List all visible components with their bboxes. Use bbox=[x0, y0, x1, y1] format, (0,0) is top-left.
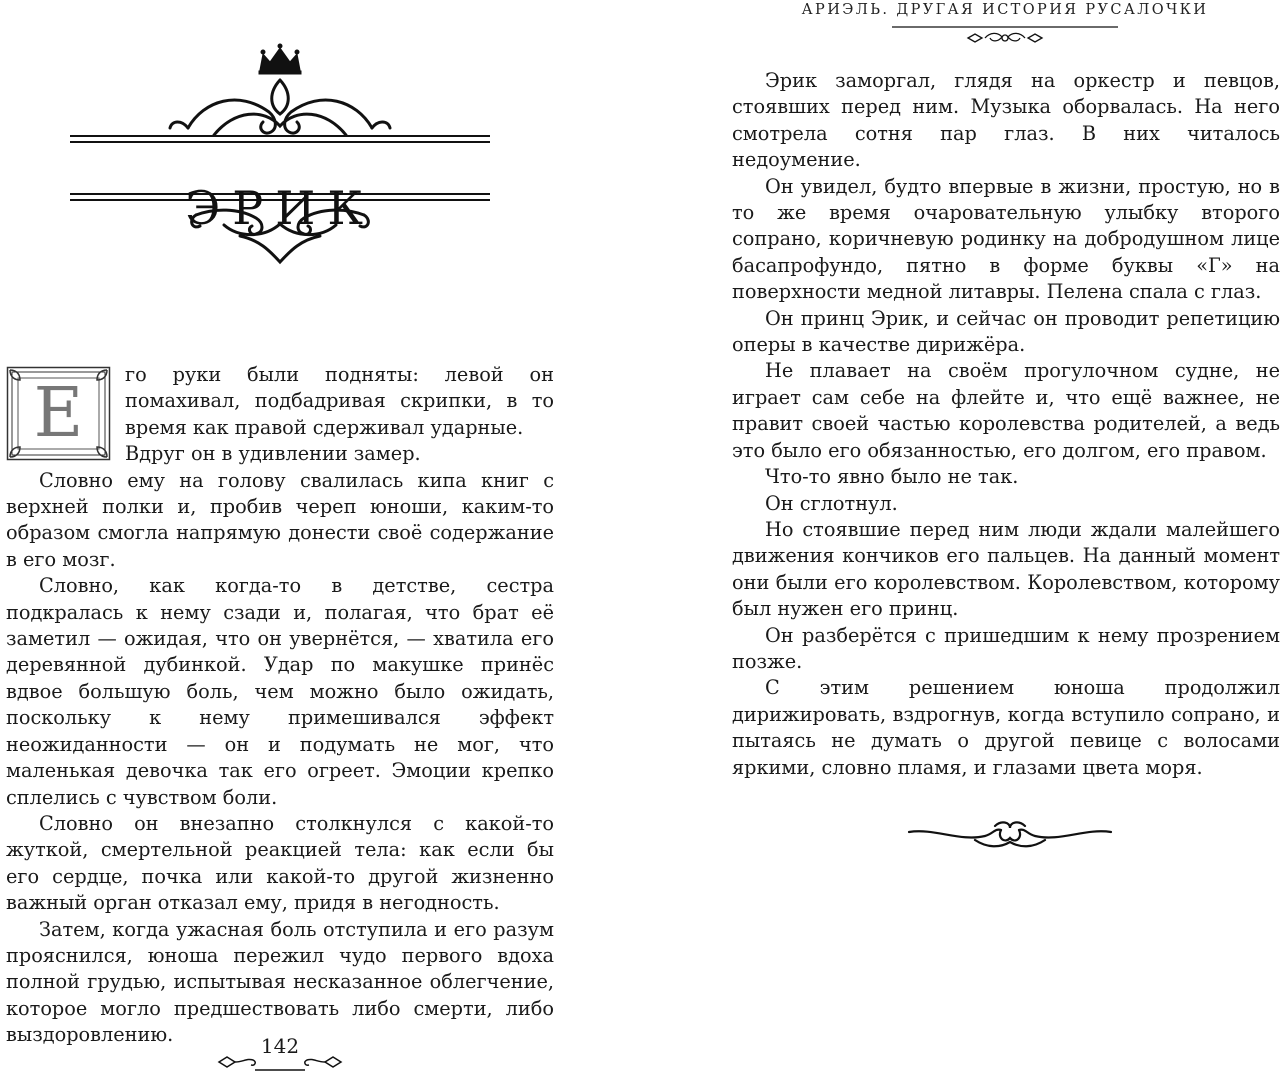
page-number: 142 bbox=[260, 1034, 300, 1058]
chapter-heading bbox=[64, 40, 496, 270]
chapter-title: ЭРИК bbox=[185, 181, 375, 235]
right-body-text bbox=[732, 68, 1280, 781]
paragraph: Но стоявшие перед ним люди ждали малейшего движения кончиков его пальцев. На данный момент они были его королевством. Королевством, которому был нужен его принц. bbox=[732, 517, 1280, 621]
paragraph: Что-то явно было не так. bbox=[765, 465, 1019, 489]
paragraph: Словно, как когда-то в детстве, сестра подкралась к нему сзади и, полагая, что брат её заметил — ожидая, что он увернётся, — хватила его деревянной дубинкой. Удар по макушке принёс вдвое большую боль, чем можно было ожидать, поскольку к нему примешивался эффект неожиданности — он и подумать не мог, что маленькая девочка так его огреет. Эмоции крепко сплелись с чувством боли. bbox=[6, 574, 554, 809]
paragraph: Вдруг он в удивлении замер. bbox=[125, 442, 421, 466]
drop-cap-letter: Е bbox=[33, 374, 84, 453]
paragraph: Он разберётся с пришедшим к нему прозрением позже. bbox=[732, 623, 1280, 673]
paragraph: Не плавает на своём прогулочном судне, не играет сам себе на флейте и, что ещё важнее, не правит своей частью королевства родителей, а ведь это было его обязанностью, его долгом, его правом. bbox=[732, 359, 1280, 462]
running-head-ornament-icon bbox=[890, 24, 1120, 48]
paragraph: Он увидел, будто впервые в жизни, простую, но в то же время очаровательную улыбку второго сопрано, коричневую родинку на добродушном лице басапрофундо, пятно в форме буквы «Г» на поверхности медной литавры. Пелена спала с глаз. bbox=[732, 174, 1280, 304]
paragraph: Словно он внезапно столкнулся с какой-то жуткой, смертельной реакцией тела: как если бы его сердце, почка или какой-то другой жизненно важный орган отказал ему, придя в негодность. bbox=[6, 811, 554, 915]
paragraph: С этим решением юноша продолжил дирижировать, вздрогнув, когда вступило сопрано, и пытаясь не думать о другой певице с волосами яркими, словно пламя, и глазами цвета моря. bbox=[732, 676, 1280, 779]
section-end-ornament-icon bbox=[905, 818, 1115, 854]
paragraph: го руки были подняты: левой он помахивал, подбадривая скрипки, в то время как правой сдерживал ударные. bbox=[125, 363, 554, 439]
paragraph: Эрик заморгал, глядя на оркестр и певцов, стоявших перед ним. Музыка оборвалась. На него смотрела сотня пар глаз. В них читалось недоумение. bbox=[732, 69, 1280, 172]
paragraph: Он сглотнул. bbox=[765, 491, 898, 515]
paragraph: Он принц Эрик, и сейчас он проводит репетицию оперы в качестве дирижёра. bbox=[732, 306, 1280, 357]
left-body-text bbox=[6, 362, 554, 1049]
drop-cap bbox=[6, 366, 111, 461]
paragraph: Затем, когда ужасная боль отступила и его разум прояснился, юноша пережил чудо первого вдоха полной грудью, испытывая несказанное облегчение, которое могло предшествовать либо смерти, либо выздоровлению. bbox=[6, 917, 554, 1047]
running-head bbox=[801, 0, 1209, 48]
running-head-title: АРИЭЛЬ. ДРУГАЯ ИСТОРИЯ РУСАЛОЧКИ bbox=[801, 2, 1209, 18]
paragraph: Словно ему на голову свалилась кипа книг с верхней полки и, пробив череп юноши, каким-то образом смогла напрямую донести своё содержание в его мозг. bbox=[6, 468, 554, 571]
